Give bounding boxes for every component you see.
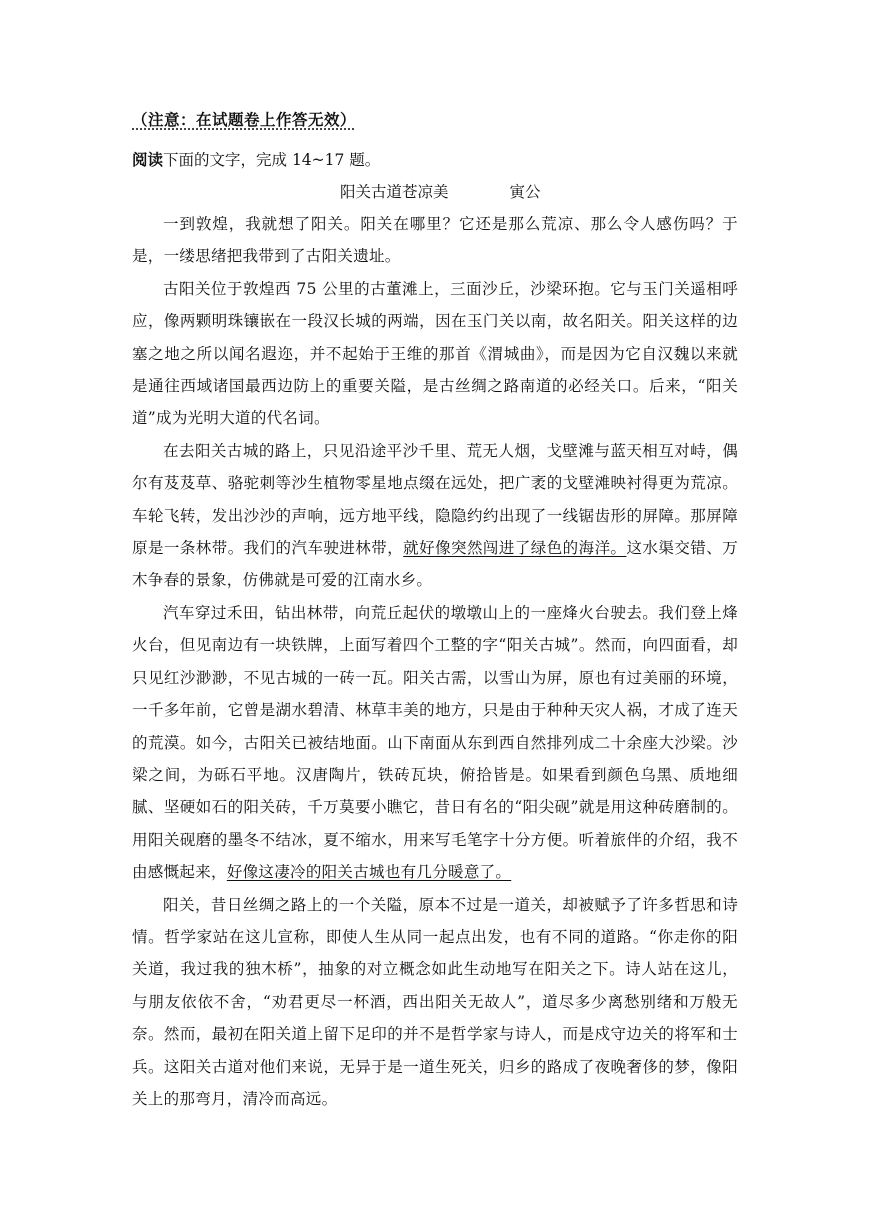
answer-notice	[132, 108, 356, 130]
article-paragraph	[132, 273, 738, 435]
article-title: 阳关古道苍凉美	[340, 183, 449, 201]
underlined-sentence: 就好像突然闯进了绿色的海洋。	[403, 539, 627, 558]
underlined-sentence: 好像这凄冷的阳关古城也有几分暖意了。	[226, 863, 512, 882]
paragraph-text: 在去阳关古城的路上，只见沿途平沙千里、荒无人烟，戈壁滩与蓝天相互对峙，偶尔有芨芨草、骆驼刺等沙生植物零星地点缀在远处，把广袤的戈壁滩映衬得更为荒凉。车轮飞转，发出沙沙的声响，远方地平线，隐隐约约出现了一线锯齿形的屏障。那屏障原是一条林带。我们的汽车驶进林带，	[132, 441, 738, 558]
paragraph-text: 这水渠交错、万木争春的景象，仿佛就是可爱的江南水乡。	[132, 539, 738, 590]
notice-text: （注意：在试题卷上作答无效）	[132, 110, 357, 129]
article-paragraph	[132, 889, 738, 1116]
instruction-text: 下面的文字，完成 14~17 题。	[163, 151, 381, 169]
article-paragraph	[132, 208, 738, 273]
article-paragraph	[132, 435, 738, 597]
paragraph-text: 一到敦煌，我就想了阳关。阳关在哪里？它还是那么荒凉、那么令人感伤吗？于是，一缕思绪把我带到了古阳关遗址。	[132, 215, 738, 266]
paragraph-text: 古阳关位于敦煌西 75 公里的古董滩上，三面沙丘，沙梁环抱。它与玉门关遥相呼应，像两颗明珠镶嵌在一段汉长城的两端，因在玉门关以南，故名阳关。阳关这样的边塞之地之所以闻名遐迩，并不起始于王维的那首《渭城曲》，而是因为它自汉魏以来就是通往西域诸国最西边防上的重要关隘，是古丝绸之路南道的必经关口。后来，“阳关道”成为光明大道的代名词。	[132, 279, 738, 428]
paragraph-text: 阳关，昔日丝绸之路上的一个关隘，原本不过是一道关，却被赋予了许多哲思和诗情。哲学家站在这儿宣称，即使人生从同一起点出发，也有不同的道路。“你走你的阳关道，我过我的独木桥”，抽象的对立概念如此生动地写在阳关之下。诗人站在这儿，与朋友依依不舍，“劝君更尽一杯酒，西出阳关无故人”，道尽多少离愁别绪和万般无奈。然而，最初在阳关道上留下足印的并不是哲学家与诗人，而是戍守边关的将军和士兵。这阳关古道对他们来说，无异于是一道生死关，归乡的路成了夜晚奢侈的梦，像阳关上的那弯月，清冷而高远。	[132, 895, 738, 1108]
paragraph-text: 汽车穿过禾田，钻出林带，向荒丘起伏的墩墩山上的一座烽火台驶去。我们登上烽火台，但见南边有一块铁牌，上面写着四个工整的字“阳关古城”。然而，向四面看，却只见红沙渺渺，不见古城的一砖一瓦。阳关古需，以雪山为屏，原也有过美丽的环境，一千多年前，它曾是湖水碧清、林草丰美的地方，只是由于种种天灾人祸，才成了连天的荒漠。如今，古阳关已被结地面。山下南面从东到西自然排列成二十余座大沙梁。沙梁之间，为砾石平地。汉唐陶片，铁砖瓦块，俯拾皆是。如果看到颜色乌黑、质地细腻、坚硬如石的阳关砖，千万莫要小瞧它，昔日有名的“阳尖砚”就是用这种砖磨制的。用阳关砚磨的墨冬不结冰，夏不缩水，用来写毛笔字十分方便。听着旅伴的介绍，我不由感慨起来，	[132, 603, 738, 882]
article-heading	[340, 180, 540, 202]
instruction-bold: 阅读	[132, 150, 164, 169]
reading-instruction	[132, 148, 380, 170]
article-author: 寅公	[509, 183, 541, 201]
article-body	[132, 208, 738, 1115]
article-paragraph	[132, 597, 738, 889]
